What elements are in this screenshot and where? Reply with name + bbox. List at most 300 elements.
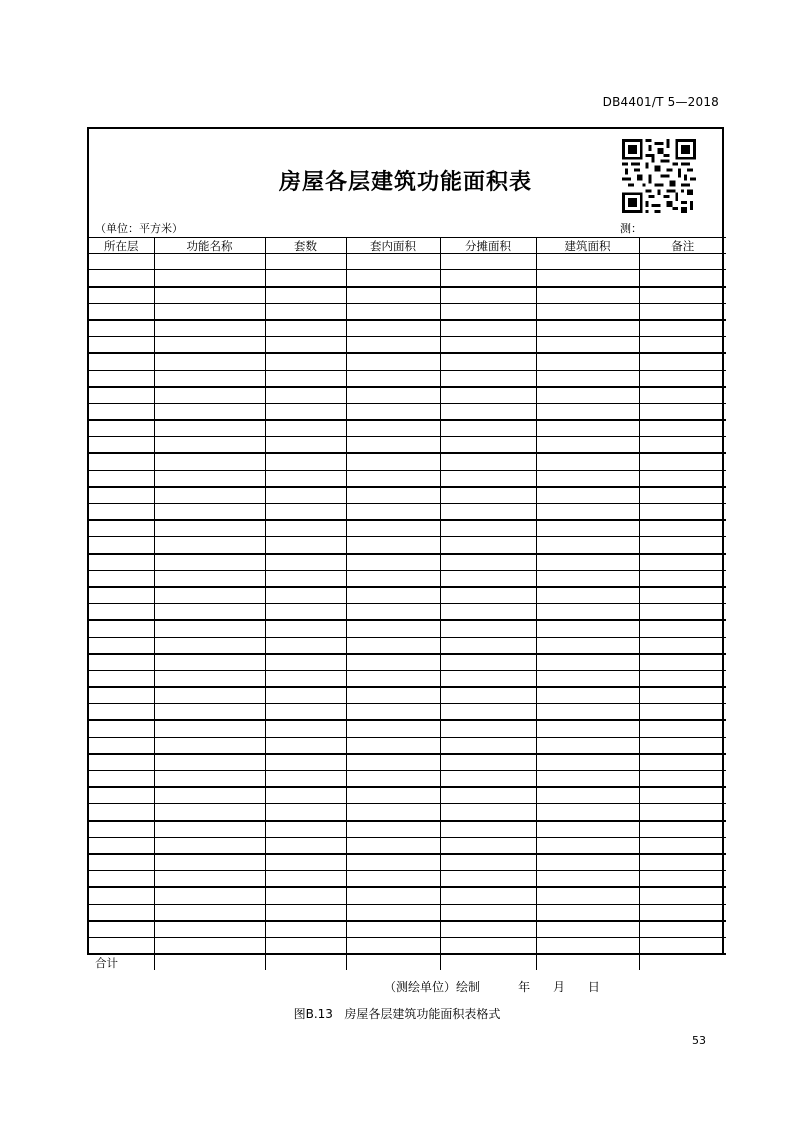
- table-cell[interactable]: [89, 787, 154, 804]
- table-cell[interactable]: [89, 453, 154, 470]
- table-cell[interactable]: [440, 887, 536, 904]
- table-cell[interactable]: [265, 303, 346, 320]
- table-cell[interactable]: [346, 504, 440, 521]
- table-cell[interactable]: [536, 520, 639, 537]
- table-cell[interactable]: [440, 737, 536, 754]
- table-cell[interactable]: [154, 837, 265, 854]
- table-cell[interactable]: [265, 270, 346, 287]
- table-cell[interactable]: [154, 670, 265, 687]
- table-cell[interactable]: [440, 654, 536, 671]
- table-cell[interactable]: [440, 470, 536, 487]
- table-cell[interactable]: [346, 620, 440, 637]
- table-cell[interactable]: [346, 320, 440, 337]
- table-cell[interactable]: [154, 587, 265, 604]
- table-cell[interactable]: [639, 754, 726, 771]
- table-cell[interactable]: [536, 554, 639, 571]
- table-cell[interactable]: [440, 587, 536, 604]
- table-cell[interactable]: [440, 303, 536, 320]
- table-cell[interactable]: [346, 570, 440, 587]
- table-cell[interactable]: [639, 487, 726, 504]
- table-cell[interactable]: [346, 854, 440, 871]
- table-cell[interactable]: [440, 353, 536, 370]
- table-cell[interactable]: [89, 687, 154, 704]
- table-cell[interactable]: [536, 854, 639, 871]
- table-cell[interactable]: [536, 504, 639, 521]
- table-cell[interactable]: [440, 537, 536, 554]
- table-cell[interactable]: [639, 420, 726, 437]
- table-cell[interactable]: [89, 387, 154, 404]
- table-cell[interactable]: [346, 637, 440, 654]
- table-cell[interactable]: [440, 704, 536, 721]
- table-cell[interactable]: [440, 837, 536, 854]
- table-cell[interactable]: [154, 654, 265, 671]
- table-cell[interactable]: [154, 921, 265, 938]
- table-cell[interactable]: [89, 804, 154, 821]
- table-cell[interactable]: [154, 420, 265, 437]
- table-cell[interactable]: [536, 787, 639, 804]
- table-cell[interactable]: [265, 637, 346, 654]
- table-cell[interactable]: [346, 604, 440, 621]
- table-cell[interactable]: [440, 804, 536, 821]
- table-cell[interactable]: [536, 720, 639, 737]
- table-cell[interactable]: [265, 453, 346, 470]
- table-cell[interactable]: [89, 487, 154, 504]
- table-cell[interactable]: [346, 737, 440, 754]
- table-cell[interactable]: [154, 937, 265, 954]
- table-cell[interactable]: [536, 704, 639, 721]
- table-cell[interactable]: [265, 887, 346, 904]
- table-cell[interactable]: [536, 370, 639, 387]
- table-cell[interactable]: [265, 554, 346, 571]
- table-cell[interactable]: [639, 504, 726, 521]
- table-cell[interactable]: [346, 771, 440, 788]
- table-cell[interactable]: [154, 804, 265, 821]
- table-cell[interactable]: [346, 904, 440, 921]
- table-cell[interactable]: [346, 704, 440, 721]
- table-cell[interactable]: [154, 504, 265, 521]
- table-cell[interactable]: [346, 837, 440, 854]
- table-cell[interactable]: [440, 453, 536, 470]
- table-cell[interactable]: [154, 704, 265, 721]
- table-cell[interactable]: [536, 420, 639, 437]
- table-cell[interactable]: [440, 604, 536, 621]
- table-cell[interactable]: [440, 570, 536, 587]
- table-cell[interactable]: [154, 487, 265, 504]
- table-cell[interactable]: [89, 704, 154, 721]
- table-cell[interactable]: [346, 654, 440, 671]
- table-cell[interactable]: [639, 887, 726, 904]
- table-cell[interactable]: [536, 537, 639, 554]
- table-cell[interactable]: [346, 537, 440, 554]
- table-cell[interactable]: [265, 871, 346, 888]
- table-cell[interactable]: [265, 337, 346, 354]
- table-cell[interactable]: [265, 654, 346, 671]
- table-cell[interactable]: [639, 687, 726, 704]
- table-cell[interactable]: [346, 287, 440, 304]
- table-cell[interactable]: [154, 570, 265, 587]
- table-cell[interactable]: [89, 837, 154, 854]
- table-cell[interactable]: [89, 771, 154, 788]
- table-cell[interactable]: [265, 604, 346, 621]
- table-cell[interactable]: [346, 787, 440, 804]
- table-cell[interactable]: [639, 854, 726, 871]
- table-cell[interactable]: [440, 787, 536, 804]
- table-cell[interactable]: [536, 470, 639, 487]
- table-cell[interactable]: [639, 637, 726, 654]
- table-cell[interactable]: [265, 370, 346, 387]
- table-cell[interactable]: [154, 337, 265, 354]
- table-cell[interactable]: [89, 637, 154, 654]
- table-cell[interactable]: [639, 320, 726, 337]
- table-cell[interactable]: [346, 720, 440, 737]
- table-cell[interactable]: [265, 387, 346, 404]
- table-cell[interactable]: [89, 320, 154, 337]
- table-cell[interactable]: [89, 370, 154, 387]
- table-cell[interactable]: [536, 254, 639, 270]
- table-cell[interactable]: [265, 771, 346, 788]
- table-cell[interactable]: [440, 937, 536, 954]
- table-cell[interactable]: [89, 921, 154, 938]
- table-cell[interactable]: [265, 254, 346, 270]
- table-cell[interactable]: [440, 821, 536, 838]
- table-cell[interactable]: [639, 670, 726, 687]
- table-cell[interactable]: [536, 687, 639, 704]
- table-cell[interactable]: [265, 687, 346, 704]
- table-cell[interactable]: [154, 821, 265, 838]
- table-cell[interactable]: [89, 754, 154, 771]
- table-cell[interactable]: [639, 604, 726, 621]
- table-cell[interactable]: [154, 604, 265, 621]
- table-cell[interactable]: [154, 687, 265, 704]
- table-cell[interactable]: [440, 437, 536, 454]
- table-cell[interactable]: [346, 887, 440, 904]
- table-cell[interactable]: [265, 787, 346, 804]
- table-cell[interactable]: [639, 337, 726, 354]
- table-cell[interactable]: [346, 921, 440, 938]
- table-cell[interactable]: [346, 270, 440, 287]
- table-cell[interactable]: [346, 871, 440, 888]
- table-cell[interactable]: [89, 604, 154, 621]
- table-cell[interactable]: [346, 687, 440, 704]
- table-cell[interactable]: [346, 353, 440, 370]
- table-cell[interactable]: [639, 303, 726, 320]
- table-cell[interactable]: [639, 287, 726, 304]
- table-cell[interactable]: [536, 487, 639, 504]
- table-cell[interactable]: [154, 554, 265, 571]
- table-cell[interactable]: [536, 921, 639, 938]
- table-cell[interactable]: [440, 637, 536, 654]
- table-cell[interactable]: [346, 453, 440, 470]
- table-cell[interactable]: [639, 387, 726, 404]
- table-cell[interactable]: [154, 287, 265, 304]
- table-cell[interactable]: [639, 821, 726, 838]
- table-cell[interactable]: [154, 771, 265, 788]
- table-cell[interactable]: [154, 320, 265, 337]
- table-cell[interactable]: [440, 921, 536, 938]
- table-cell[interactable]: [265, 821, 346, 838]
- table-cell[interactable]: [346, 670, 440, 687]
- table-cell[interactable]: [440, 871, 536, 888]
- table-cell[interactable]: [536, 654, 639, 671]
- table-cell[interactable]: [639, 737, 726, 754]
- table-cell[interactable]: [639, 353, 726, 370]
- table-cell[interactable]: [440, 254, 536, 270]
- table-cell[interactable]: [536, 754, 639, 771]
- table-cell[interactable]: [536, 837, 639, 854]
- table-cell[interactable]: [639, 403, 726, 420]
- table-cell[interactable]: [346, 587, 440, 604]
- table-cell[interactable]: [346, 303, 440, 320]
- table-cell[interactable]: [265, 754, 346, 771]
- table-cell[interactable]: [89, 937, 154, 954]
- table-cell[interactable]: [265, 537, 346, 554]
- table-cell[interactable]: [89, 554, 154, 571]
- table-cell[interactable]: [346, 337, 440, 354]
- table-cell[interactable]: [265, 670, 346, 687]
- table-cell[interactable]: [89, 821, 154, 838]
- table-cell[interactable]: [440, 387, 536, 404]
- table-cell[interactable]: [639, 270, 726, 287]
- table-cell[interactable]: [536, 804, 639, 821]
- table-cell[interactable]: [265, 804, 346, 821]
- table-cell[interactable]: [639, 937, 726, 954]
- table-cell[interactable]: [536, 353, 639, 370]
- table-cell[interactable]: [346, 554, 440, 571]
- table-cell[interactable]: [265, 520, 346, 537]
- table-cell[interactable]: [440, 270, 536, 287]
- table-cell[interactable]: [89, 570, 154, 587]
- table-cell[interactable]: [265, 353, 346, 370]
- table-cell[interactable]: [154, 353, 265, 370]
- table-cell[interactable]: [154, 754, 265, 771]
- table-cell[interactable]: [346, 937, 440, 954]
- table-cell[interactable]: [89, 854, 154, 871]
- table-cell[interactable]: [639, 787, 726, 804]
- table-cell[interactable]: [536, 437, 639, 454]
- table-cell[interactable]: [265, 720, 346, 737]
- table-cell[interactable]: [154, 387, 265, 404]
- table-cell[interactable]: [265, 403, 346, 420]
- table-cell[interactable]: [639, 570, 726, 587]
- table-cell[interactable]: [440, 320, 536, 337]
- table-cell[interactable]: [536, 337, 639, 354]
- table-cell[interactable]: [89, 620, 154, 637]
- table-cell[interactable]: [89, 254, 154, 270]
- table-cell[interactable]: [346, 254, 440, 270]
- table-cell[interactable]: [536, 887, 639, 904]
- table-cell[interactable]: [89, 303, 154, 320]
- table-cell[interactable]: [346, 821, 440, 838]
- table-cell[interactable]: [89, 270, 154, 287]
- table-cell[interactable]: [89, 504, 154, 521]
- table-cell[interactable]: [639, 537, 726, 554]
- table-cell[interactable]: [639, 921, 726, 938]
- table-cell[interactable]: [265, 487, 346, 504]
- table-cell[interactable]: [440, 904, 536, 921]
- table-cell[interactable]: [346, 370, 440, 387]
- table-cell[interactable]: [440, 287, 536, 304]
- table-cell[interactable]: [639, 370, 726, 387]
- table-cell[interactable]: [154, 887, 265, 904]
- table-cell[interactable]: [154, 854, 265, 871]
- table-cell[interactable]: [265, 854, 346, 871]
- table-cell[interactable]: [440, 403, 536, 420]
- table-cell[interactable]: [536, 403, 639, 420]
- table-cell[interactable]: [89, 587, 154, 604]
- table-cell[interactable]: [89, 737, 154, 754]
- table-cell[interactable]: [89, 887, 154, 904]
- table-cell[interactable]: [265, 587, 346, 604]
- table-cell[interactable]: [639, 587, 726, 604]
- table-cell[interactable]: [536, 604, 639, 621]
- table-cell[interactable]: [440, 771, 536, 788]
- table-cell[interactable]: [346, 804, 440, 821]
- table-cell[interactable]: [440, 954, 536, 970]
- table-cell[interactable]: [265, 620, 346, 637]
- table-cell[interactable]: [536, 904, 639, 921]
- table-cell[interactable]: [346, 487, 440, 504]
- table-cell[interactable]: [154, 620, 265, 637]
- table-cell[interactable]: [89, 537, 154, 554]
- table-cell[interactable]: [639, 720, 726, 737]
- table-cell[interactable]: [265, 937, 346, 954]
- table-cell[interactable]: [536, 620, 639, 637]
- table-cell[interactable]: [154, 270, 265, 287]
- table-cell[interactable]: [440, 370, 536, 387]
- table-cell[interactable]: [536, 303, 639, 320]
- table-cell[interactable]: [154, 904, 265, 921]
- table-cell[interactable]: [89, 353, 154, 370]
- table-cell[interactable]: [536, 387, 639, 404]
- table-cell[interactable]: [536, 637, 639, 654]
- table-cell[interactable]: [265, 504, 346, 521]
- table-cell[interactable]: [89, 654, 154, 671]
- table-cell[interactable]: [346, 954, 440, 970]
- table-cell[interactable]: [346, 420, 440, 437]
- table-cell[interactable]: [265, 904, 346, 921]
- table-cell[interactable]: [265, 570, 346, 587]
- table-cell[interactable]: [154, 737, 265, 754]
- table-cell[interactable]: [265, 287, 346, 304]
- table-cell[interactable]: [440, 620, 536, 637]
- table-cell[interactable]: [89, 520, 154, 537]
- table-cell[interactable]: [89, 871, 154, 888]
- table-cell[interactable]: [536, 954, 639, 970]
- table-cell[interactable]: [440, 487, 536, 504]
- table-cell[interactable]: [536, 453, 639, 470]
- table-cell[interactable]: [639, 871, 726, 888]
- table-cell[interactable]: [154, 537, 265, 554]
- table-cell[interactable]: [346, 754, 440, 771]
- table-cell[interactable]: [346, 403, 440, 420]
- table-cell[interactable]: [154, 437, 265, 454]
- table-cell[interactable]: [440, 504, 536, 521]
- table-cell[interactable]: [346, 520, 440, 537]
- table-cell[interactable]: [89, 470, 154, 487]
- table-cell[interactable]: [639, 654, 726, 671]
- table-cell[interactable]: [154, 954, 265, 970]
- table-cell[interactable]: [639, 771, 726, 788]
- table-cell[interactable]: [536, 587, 639, 604]
- table-cell[interactable]: [265, 837, 346, 854]
- table-cell[interactable]: [536, 871, 639, 888]
- table-cell[interactable]: [440, 854, 536, 871]
- table-cell[interactable]: [154, 403, 265, 420]
- table-cell[interactable]: [639, 520, 726, 537]
- table-cell[interactable]: [265, 320, 346, 337]
- table-cell[interactable]: [89, 403, 154, 420]
- table-cell[interactable]: [639, 470, 726, 487]
- table-cell[interactable]: [265, 921, 346, 938]
- table-cell[interactable]: [154, 637, 265, 654]
- table-cell[interactable]: [440, 554, 536, 571]
- table-cell[interactable]: [639, 554, 726, 571]
- table-cell[interactable]: [536, 320, 639, 337]
- table-cell[interactable]: [639, 437, 726, 454]
- table-cell[interactable]: [154, 470, 265, 487]
- table-cell[interactable]: [639, 837, 726, 854]
- table-cell[interactable]: [154, 787, 265, 804]
- table-cell[interactable]: [536, 670, 639, 687]
- table-cell[interactable]: [346, 387, 440, 404]
- table-cell[interactable]: [440, 520, 536, 537]
- table-cell[interactable]: [346, 470, 440, 487]
- table-cell[interactable]: [639, 254, 726, 270]
- table-cell[interactable]: [154, 520, 265, 537]
- table-cell[interactable]: [639, 904, 726, 921]
- table-cell[interactable]: [440, 420, 536, 437]
- table-cell[interactable]: [536, 270, 639, 287]
- table-cell[interactable]: [440, 687, 536, 704]
- table-cell[interactable]: [265, 954, 346, 970]
- table-cell[interactable]: [639, 804, 726, 821]
- table-cell[interactable]: [440, 337, 536, 354]
- table-cell[interactable]: [154, 254, 265, 270]
- table-cell[interactable]: [154, 303, 265, 320]
- table-cell[interactable]: [265, 704, 346, 721]
- table-cell[interactable]: [265, 737, 346, 754]
- table-cell[interactable]: [346, 437, 440, 454]
- table-cell[interactable]: [154, 453, 265, 470]
- table-cell[interactable]: [154, 871, 265, 888]
- table-cell[interactable]: [639, 453, 726, 470]
- table-cell[interactable]: [154, 370, 265, 387]
- table-cell[interactable]: [89, 287, 154, 304]
- table-cell[interactable]: [89, 720, 154, 737]
- table-cell[interactable]: [154, 720, 265, 737]
- table-cell[interactable]: [536, 937, 639, 954]
- table-cell[interactable]: [265, 420, 346, 437]
- table-cell[interactable]: [265, 437, 346, 454]
- table-cell[interactable]: [265, 470, 346, 487]
- table-cell[interactable]: [536, 287, 639, 304]
- table-cell[interactable]: [440, 754, 536, 771]
- table-cell[interactable]: [536, 570, 639, 587]
- table-cell[interactable]: [89, 904, 154, 921]
- table-cell[interactable]: [639, 954, 726, 970]
- table-cell[interactable]: [536, 771, 639, 788]
- table-cell[interactable]: [536, 821, 639, 838]
- table-cell[interactable]: [536, 737, 639, 754]
- table-cell[interactable]: [440, 670, 536, 687]
- table-cell[interactable]: [89, 670, 154, 687]
- table-cell[interactable]: [89, 437, 154, 454]
- table-cell[interactable]: [639, 620, 726, 637]
- table-cell[interactable]: [89, 420, 154, 437]
- table-cell[interactable]: [639, 704, 726, 721]
- table-cell[interactable]: [440, 720, 536, 737]
- table-cell[interactable]: [89, 337, 154, 354]
